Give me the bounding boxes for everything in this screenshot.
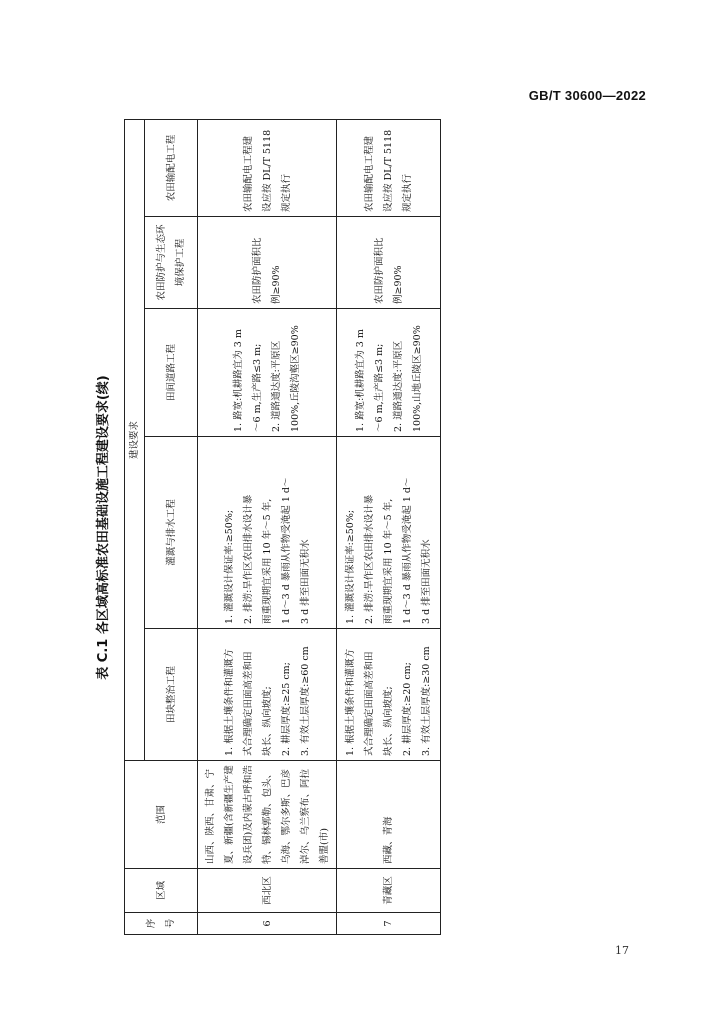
row-scope: 西藏、青海	[337, 761, 441, 869]
row-region: 西北区	[198, 869, 337, 913]
table-caption: 表 C.1 各区域高标准农田基础设施工程建设要求(续)	[96, 375, 111, 680]
row-seq: 7	[337, 913, 441, 935]
rotated-table-page	[96, 120, 438, 935]
header-row-top	[125, 119, 145, 934]
header-requirements-group: 建设要求	[125, 119, 145, 760]
row-seq: 6	[198, 913, 337, 935]
row-field-roads: 1. 路宽:机耕路宜为 3 m ～6 m,生产路≤3 m; 2. 道路通达度:平原区 100%,山地丘陵区≥90%	[337, 309, 441, 437]
header-region: 区域	[125, 869, 198, 913]
header-seq: 序号	[125, 913, 198, 935]
table-row	[198, 119, 337, 934]
construction-requirements-table	[124, 119, 441, 935]
row-field-roads: 1. 路宽:机耕路宜为 3 m ～6 m,生产路≤3 m; 2. 道路通达度:平原区 100%,丘陵沟壑区≥90%	[198, 309, 337, 437]
row-region: 青藏区	[337, 869, 441, 913]
row-power-distribution: 农田输配电工程建 设应按 DL/T 5118 规定执行	[337, 119, 441, 216]
header-field-roads: 田间道路工程	[145, 309, 198, 437]
header-scope: 范围	[125, 761, 198, 869]
row-scope: 山西、陕西、甘肃、宁夏、新疆(含新疆生产建设兵团)及内蒙古呼和浩特、锡林郭勒、包头、乌海、鄂尔多斯、巴彦淖尔、乌兰察布、阿拉善盟(市)	[198, 761, 337, 869]
row-field-works: 1. 根据土壤条件和灌溉方 式合理确定田面高差和田 块长、纵向坡度; 2. 耕层厚度:≥20 cm; 3. 有效土层厚度:≥30 cm	[337, 629, 441, 761]
row-power-distribution: 农田输配电工程建 设应按 DL/T 5118 规定执行	[198, 119, 337, 216]
row-irrigation-drainage: 1. 灌溉设计保证率:≥50%; 2. 排涝:旱作区农田排水设计暴 雨重现期宜采用 10 年～5 年, 1 d～3 d 暴雨从作物受淹起 1 d～ 3 d 排至田面无积水	[337, 437, 441, 629]
header-irrigation-drainage: 灌溉与排水工程	[145, 437, 198, 629]
row-field-works: 1. 根据土壤条件和灌溉方 式合理确定田面高差和田 块长、纵向坡度; 2. 耕层厚度:≥25 cm; 3. 有效土层厚度:≥60 cm	[198, 629, 337, 761]
standard-code: GB/T 30600—2022	[528, 88, 646, 103]
header-power-distribution: 农田输配电工程	[145, 119, 198, 216]
header-field-works: 田块整治工程	[145, 629, 198, 761]
table-row	[337, 119, 441, 934]
row-protection-ecology: 农田防护面积比 例≥90%	[337, 217, 441, 309]
row-protection-ecology: 农田防护面积比 例≥90%	[198, 217, 337, 309]
row-irrigation-drainage: 1. 灌溉设计保证率:≥50%; 2. 排涝:旱作区农田排水设计暴 雨重现期宜采用 10 年～5 年, 1 d～3 d 暴雨从作物受淹起 1 d～ 3 d 排至田面无积水	[198, 437, 337, 629]
header-protection-ecology: 农田防护与生态环境保护工程	[145, 217, 198, 309]
page-number: 17	[615, 944, 629, 957]
